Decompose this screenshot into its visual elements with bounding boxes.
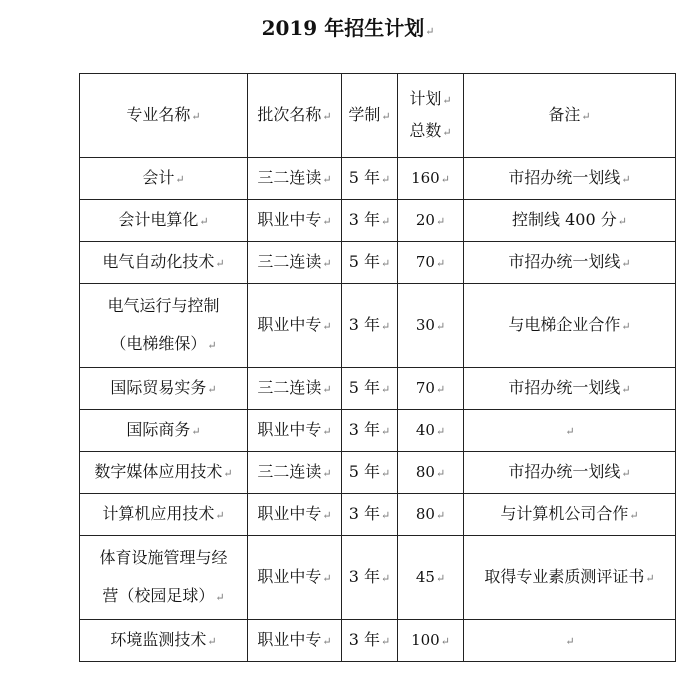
enrollment-plan-table [79,73,676,662]
cell-major: 环境监测技术↵ [80,620,248,662]
cell-years: 3 年↵ [342,200,398,242]
cell-major: 国际商务↵ [80,410,248,452]
cell-years: 3 年↵ [342,620,398,662]
cell-total: 80↵ [398,494,464,536]
table-row [80,452,676,494]
header-years: 学制↵ [342,74,398,158]
table-row [80,242,676,284]
cell-years: 5 年↵ [342,158,398,200]
cell-batch: 职业中专↵ [248,200,342,242]
header-batch: 批次名称↵ [248,74,342,158]
cell-years: 5 年↵ [342,368,398,410]
cell-batch: 职业中专↵ [248,284,342,368]
cell-major: 计算机应用技术↵ [80,494,248,536]
header-note: 备注↵ [464,74,676,158]
cell-total: 80↵ [398,452,464,494]
cell-years: 3 年↵ [342,536,398,620]
cell-major: 电气自动化技术↵ [80,242,248,284]
cell-total: 20↵ [398,200,464,242]
cell-note: 市招办统一划线↵ [464,158,676,200]
cell-batch: 三二连读↵ [248,452,342,494]
cell-batch: 职业中专↵ [248,410,342,452]
cell-major: 数字媒体应用技术↵ [80,452,248,494]
cell-major: 电气运行与控制 （电梯维保）↵ [80,284,248,368]
cell-total: 40↵ [398,410,464,452]
cell-total: 100↵ [398,620,464,662]
cell-batch: 职业中专↵ [248,536,342,620]
cell-years: 3 年↵ [342,284,398,368]
cell-batch: 三二连读↵ [248,242,342,284]
cell-years: 3 年↵ [342,410,398,452]
cell-major: 体育设施管理与经 营（校园足球）↵ [80,536,248,620]
cell-years: 5 年↵ [342,242,398,284]
cell-major: 会计↵ [80,158,248,200]
table-row [80,368,676,410]
cell-batch: 职业中专↵ [248,620,342,662]
cell-total: 160↵ [398,158,464,200]
cell-total: 45↵ [398,536,464,620]
cell-major: 国际贸易实务↵ [80,368,248,410]
table-row [80,494,676,536]
cell-note: 市招办统一划线↵ [464,242,676,284]
table-row [80,200,676,242]
table-header-row [80,74,676,158]
table-row [80,158,676,200]
cell-note: 控制线 400 分↵ [464,200,676,242]
title-text: 2019 年招生计划 [261,16,425,40]
table-row [80,284,676,368]
cell-batch: 三二连读↵ [248,368,342,410]
cell-major: 会计电算化↵ [80,200,248,242]
cell-note: ↵ [464,410,676,452]
cell-note: 与计算机公司合作↵ [464,494,676,536]
cell-note: 取得专业素质测评证书↵ [464,536,676,620]
cell-note: 与电梯企业合作↵ [464,284,676,368]
cell-total: 70↵ [398,242,464,284]
table-row [80,536,676,620]
cell-years: 3 年↵ [342,494,398,536]
cell-batch: 三二连读↵ [248,158,342,200]
cell-note: 市招办统一划线↵ [464,368,676,410]
table-row [80,410,676,452]
cell-note: 市招办统一划线↵ [464,452,676,494]
page-title [0,12,696,41]
header-plan-total: 计划↵ 总数↵ [398,74,464,158]
cell-note: ↵ [464,620,676,662]
cell-years: 5 年↵ [342,452,398,494]
header-major: 专业名称↵ [80,74,248,158]
return-mark: ↵ [425,25,435,38]
cell-total: 30↵ [398,284,464,368]
cell-total: 70↵ [398,368,464,410]
table-row [80,620,676,662]
cell-batch: 职业中专↵ [248,494,342,536]
